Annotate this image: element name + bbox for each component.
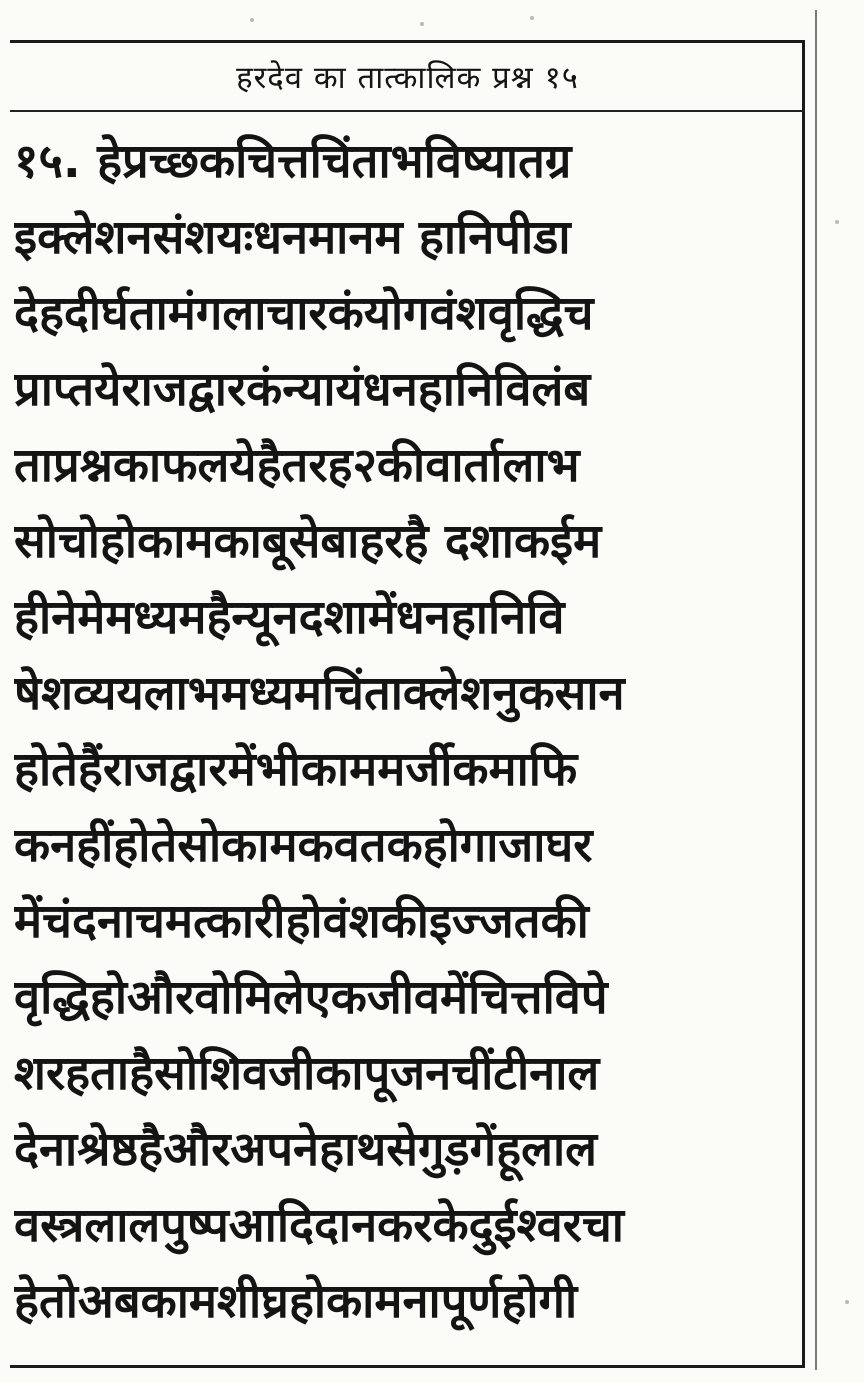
text-line: शरहताहैसोशिवजीकापूजनचींटीनाल: [14, 1046, 600, 1101]
scan-speck: [845, 1300, 849, 1304]
text-line: होतेहैंराजद्वारमेंभीकाममर्जीकमाफि: [14, 742, 578, 797]
text-line: सोचोहोकामकाबूसेबाहरहै दशाकईम: [14, 514, 602, 569]
text-line: हीनेमेमध्यमहैन्यूनदशामेंधनहानिवि: [14, 590, 565, 645]
text-line: कनहींहोतेसोकामकवतकहोगाजाघर: [14, 818, 593, 873]
text-line: हेतोअबकामशीघ्रहोकामनापूर्णहोगी: [14, 1274, 578, 1329]
scan-speck: [420, 22, 424, 26]
scan-speck: [250, 18, 254, 22]
page-edge-line: [815, 10, 817, 1370]
header-rule: [10, 110, 805, 112]
text-line: मेंचंदनाचमत्कारीहोवंशकीइज्जतकी: [14, 894, 589, 949]
running-head: हरदेव का तात्कालिक प्रश्न १५: [236, 60, 579, 96]
text-line: ताप्रश्नकाफलयेहैतरह२कीवार्तालाभ: [14, 438, 580, 493]
text-line: वृद्धिहोऔरवोमिलेएकजीवमेंचित्तविपे: [14, 970, 608, 1025]
text-line: देहदीर्घतामंगलाचारकंयोगवंशवृद्धिच: [14, 286, 594, 341]
body-text: [14, 124, 800, 1340]
scan-speck: [530, 16, 534, 20]
text-line: १५. हेप्रच्छकचित्तचिंताभविष्यातग्र: [14, 134, 572, 189]
text-line: देनाश्रेष्ठहैऔरअपनेहाथसेगुड़गेंहूलाल: [14, 1122, 597, 1177]
scan-speck: [835, 220, 839, 224]
text-line: प्राप्तयेराजद्वारकंन्यायंधनहानिविलंब: [14, 362, 591, 417]
text-line: वस्त्रलालपुष्पआदिदानकरकेदुईश्वरचा: [14, 1198, 624, 1253]
text-line: षेशव्ययलाभमध्यमचिंताक्लेशनुकसान: [14, 666, 625, 721]
text-line: इक्लेशनसंशयःधनमानम हानिपीडा: [14, 210, 571, 265]
